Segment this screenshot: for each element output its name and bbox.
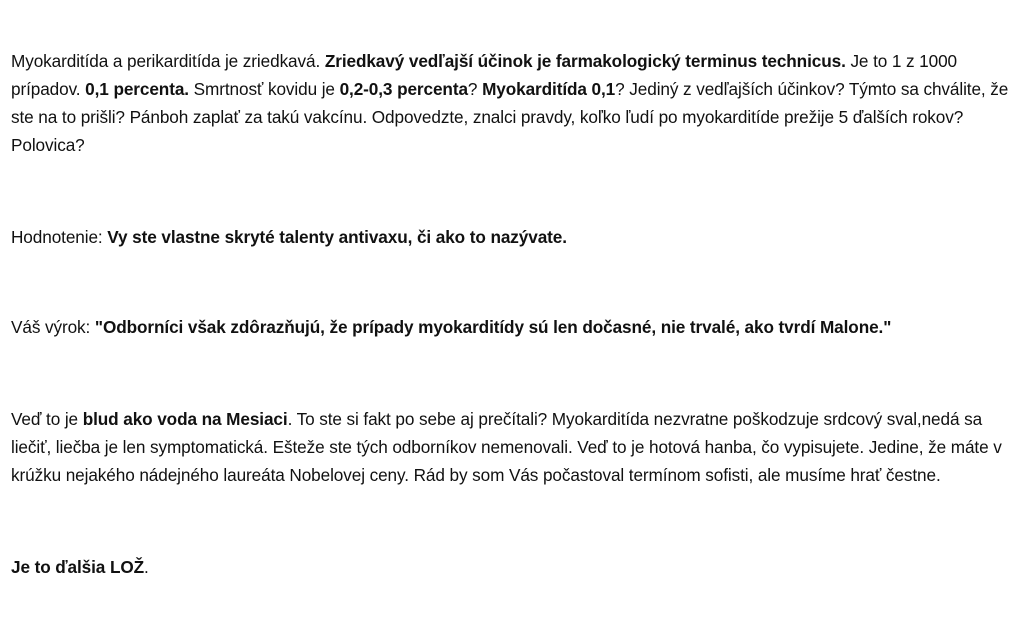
text-run: ? Jediný z vedľajších účinkov? Týmto sa chválite, že ste na to prišli? Pánboh zaplať za takú vakcínu. Odpovedzte, znalci pravdy, koľko ľudí po myokarditíde prežije 5 ďalších rokov? Polovica?: [11, 79, 1009, 155]
bold-text-run: blud ako voda na Mesiaci: [82, 409, 288, 429]
bold-text-run: Je to ďalšia LOŽ: [11, 557, 145, 577]
text-run: Myokarditída a perikarditída je zriedkavá.: [11, 51, 325, 71]
text-run: . To ste si fakt po sebe aj prečítali? Myokarditída nezvratne poškodzuje srdcový sval,nedá sa liečiť, liečba je len symptomatická. Ešteže ste tých odborníkov nemenovali. Veď to je hotová hanba, čo vypisujete. Jedine, že máte v krúžku nejakého nádejného laureáta Nobelovej ceny. Rád by som Vás počastoval termínom sofisti, ale musíme hrať čestne.: [11, 409, 1002, 485]
bold-text-run: 0,2-0,3 percenta: [339, 79, 468, 99]
bold-text-run: Zriedkavý vedľajší účinok je farmakologický terminus technicus.: [324, 51, 846, 71]
text-run: Smrtnosť kovidu je: [188, 79, 340, 99]
bold-text-run: Myokarditída 0,1: [482, 79, 616, 99]
text-run: Veď to je: [11, 409, 83, 429]
paragraph-vas-vyrok: [11, 313, 1012, 341]
text-run: Hodnotenie:: [11, 227, 108, 247]
paragraph-hodnotenie: [11, 223, 1012, 251]
paragraph-conclusion: [11, 553, 1012, 581]
text-run: ?: [467, 79, 483, 99]
bold-text-run: Vy ste vlastne skryté talenty antivaxu, či ako to nazývate.: [107, 227, 567, 247]
text-run: .: [144, 557, 149, 577]
text-run: Váš výrok:: [11, 317, 95, 337]
bold-text-run: "Odborníci však zdôrazňujú, že prípady myokarditídy sú len dočasné, nie trvalé, ako tvrdí Malone.": [94, 317, 892, 337]
bold-text-run: 0,1 percenta.: [85, 79, 189, 99]
paragraph-myocarditis-claim: [11, 47, 1012, 159]
text-run: Je to 1 z 1000 prípadov.: [11, 51, 958, 99]
paragraph-rebuttal: [11, 405, 1012, 489]
